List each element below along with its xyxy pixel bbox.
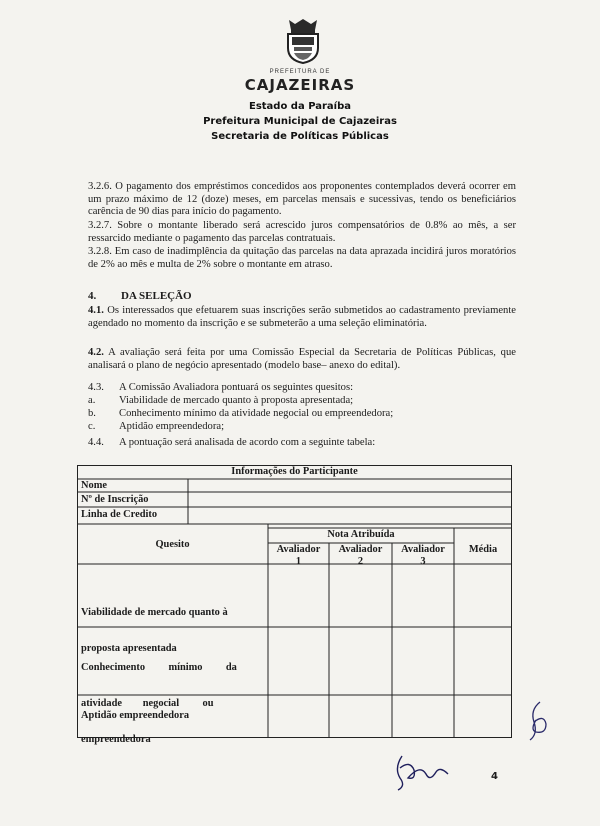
criterion-2 — [81, 638, 237, 770]
section-title: DA SELEÇÃO — [121, 290, 192, 302]
list-text: Conhecimento mínimo da atividade negocial ou empreendedora; — [119, 408, 394, 419]
header-secretariat: Secretaria de Políticas Públicas — [211, 131, 389, 142]
logo-title: CAJAZEIRAS — [244, 76, 356, 94]
item-text: A avaliação será feita por uma Comissão Especial da Secretaria de Políticas Públicas, que analisará o plano de negócio apresentado (modelo base– anexo do edital). — [88, 347, 516, 371]
initials-signature-icon — [524, 700, 552, 742]
list-letter: b. — [88, 408, 96, 419]
evaluator-label: Avaliador — [338, 544, 383, 555]
evaluator-number: 3 — [420, 556, 426, 567]
field-label-credit-line: Linha de Credito — [81, 509, 158, 520]
field-label-registration: Nº de Inscrição — [81, 494, 149, 505]
criterion-line: empreendedora — [81, 734, 151, 745]
item-number: 4.3. — [88, 382, 104, 393]
nota-header: Nota Atribuída — [327, 529, 395, 540]
paragraph-3-2-7: 3.2.7. Sobre o montante liberado será acrescido juros compensatórios de 0.8% ao mês, a ser ressarcido mediante o pagamento das parcelas contratuais. — [88, 220, 516, 244]
evaluator-3-header — [392, 544, 454, 568]
logo-subtitle: PREFEITURA DE — [269, 69, 331, 75]
criterion-line: proposta apresentada — [81, 643, 177, 654]
media-header: Média — [468, 544, 498, 555]
evaluator-number: 1 — [295, 556, 302, 567]
list-item-b — [88, 408, 516, 421]
criterion-line: atividade negocial ou — [81, 698, 214, 709]
item-number: 4.2. — [88, 347, 104, 358]
header-municipality: Prefeitura Municipal de Cajazeiras — [203, 116, 397, 127]
item-text: A Comissão Avaliadora pontuará os seguintes quesitos: — [119, 382, 354, 393]
page-number: 4 — [491, 771, 498, 782]
section-heading — [88, 290, 192, 302]
item-text: A pontuação será analisada de acordo com a seguinte tabela: — [119, 437, 376, 448]
criterion-line: Viabilidade de mercado quanto à — [81, 607, 228, 618]
evaluator-label: Avaliador — [276, 544, 321, 555]
criterion-line: Conhecimento mínimo da — [81, 662, 237, 673]
evaluator-label: Avaliador — [401, 544, 445, 555]
list-item-c — [88, 421, 516, 434]
table-title: Informações do Participante — [231, 466, 358, 477]
item-4-3 — [88, 382, 516, 395]
field-label-name: Nome — [81, 480, 107, 491]
paragraph-3-2-8: 3.2.8. Em caso de inadimplência da quitação das parcelas na data aprazada incidirá juros moratórios de 2% ao mês e multa de 2% sobre o montante em atraso. — [88, 246, 516, 270]
evaluator-number: 2 — [357, 556, 364, 567]
section-number: 4. — [88, 290, 97, 302]
item-text: Os interessados que efetuarem suas inscrições serão submetidos ao cadastramento previamente agendado no momento da inscrição e se submeterão a uma seleção eliminatória. — [88, 305, 516, 329]
list-item-a — [88, 395, 516, 408]
paragraph-3-2-6: 3.2.6. O pagamento dos empréstimos concedidos aos proponentes contemplados deverá ocorrer em um prazo máximo de 12 (doze) meses, em parcelas mensais e sucessivas, tendo os beneficiários carência de 90 dias para início do pagamento. — [88, 181, 516, 217]
quesito-header: Quesito — [155, 539, 190, 550]
item-number: 4.1. — [88, 305, 104, 316]
evaluator-2-header — [329, 544, 392, 568]
item-4-4 — [88, 437, 516, 450]
evaluation-table — [77, 465, 512, 745]
criterion-3: Aptidão empreendedora — [81, 710, 190, 721]
handwritten-signature-icon — [390, 752, 452, 792]
item-4-2 — [88, 347, 516, 372]
list-text: Viabilidade de mercado quanto à proposta apresentada; — [119, 395, 354, 406]
item-4-1 — [88, 305, 516, 330]
header-state: Estado da Paraíba — [248, 101, 352, 112]
list-text: Aptidão empreendedora; — [119, 421, 225, 432]
evaluator-1-header — [268, 544, 329, 568]
item-number: 4.4. — [88, 437, 104, 448]
city-crest-icon — [283, 18, 323, 64]
list-letter: a. — [88, 395, 96, 406]
list-letter: c. — [88, 421, 96, 432]
